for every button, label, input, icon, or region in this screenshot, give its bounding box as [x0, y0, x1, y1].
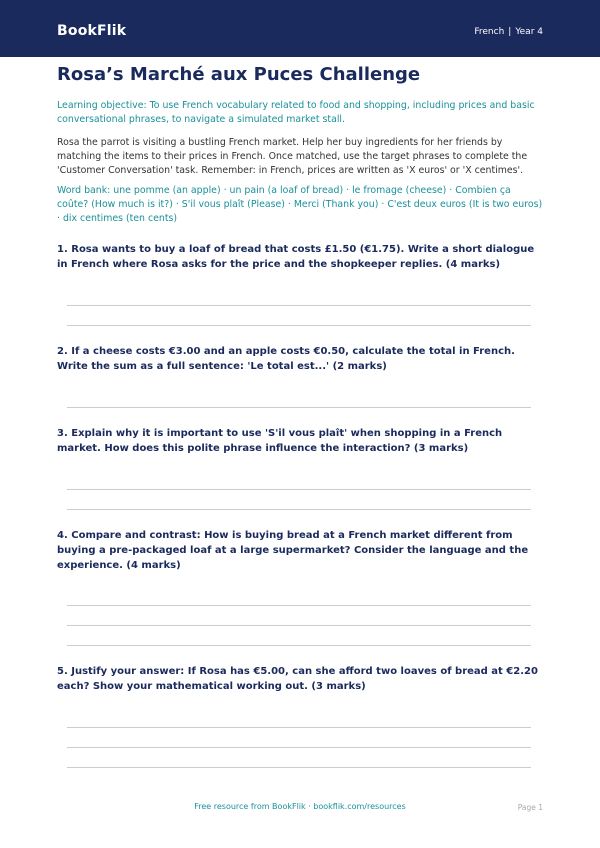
answer-line[interactable] — [67, 645, 531, 646]
answer-line[interactable] — [67, 767, 531, 768]
year-label: Year 4 — [515, 27, 543, 37]
question-2: 2. If a cheese costs €3.00 and an apple costs €0.50, calculate the total in French. Write the sum as a full sentence: 'Le total est...' (2 marks) — [57, 346, 515, 372]
answer-line[interactable] — [67, 489, 531, 490]
page-title: Rosa’s Marché aux Puces Challenge — [57, 64, 421, 85]
page-header — [0, 0, 600, 57]
intro-paragraph: Rosa the parrot is visiting a bustling French market. Help her buy ingredients for her friends by matching the items to their prices in French. Once matched, use the target phrases to complete the 'Customer Conversation' task. Remember: in French, prices are written as 'X euros' or 'X centimes'. — [57, 137, 528, 176]
footer-resource-link[interactable]: Free resource from BookFlik · bookflik.com/resources — [194, 802, 406, 811]
question-4: 4. Compare and contrast: How is buying bread at a French market different from buying a pre-packaged loaf at a large supermarket? Consider the language and the experience. (4 marks) — [57, 530, 529, 571]
answer-line[interactable] — [67, 407, 531, 408]
answer-line[interactable] — [67, 605, 531, 606]
question-5: 5. Justify your answer: If Rosa has €5.00, can she afford two loaves of bread at €2.20 each? Show your mathematical working out. (3 marks) — [57, 666, 538, 692]
header-separator: | — [508, 27, 512, 37]
learning-objective: Learning objective: To use French vocabulary related to food and shopping, including prices and basic conversational phrases, to navigate a simulated market stall. — [57, 100, 535, 125]
question-1: 1. Rosa wants to buy a loaf of bread that costs £1.50 (€1.75). Write a short dialogue in French where Rosa asks for the price and the shopkeeper replies. (4 marks) — [57, 244, 535, 270]
page-number: Page 1 — [517, 803, 543, 812]
word-bank: Word bank: une pomme (an apple) · un pain (a loaf of bread) · le fromage (cheese) · Combien ça coûte? (How much is it?) · S'il vous plaît (Please) · Merci (Thank you) · C'est deux euros (It is two euros) · dix centimes (ten cents) — [57, 185, 543, 224]
answer-line[interactable] — [67, 747, 531, 748]
answer-line[interactable] — [67, 325, 531, 326]
subject-label: French — [474, 27, 505, 37]
brand-logo[interactable]: BookFlik — [57, 23, 127, 39]
subject-year-label — [474, 27, 543, 37]
question-3: 3. Explain why it is important to use 'S'il vous plaît' when shopping in a French market. How does this polite phrase influence the interaction? (3 marks) — [57, 428, 503, 454]
answer-line[interactable] — [67, 727, 531, 728]
answer-line[interactable] — [67, 509, 531, 510]
answer-line[interactable] — [67, 305, 531, 306]
answer-line[interactable] — [67, 625, 531, 626]
